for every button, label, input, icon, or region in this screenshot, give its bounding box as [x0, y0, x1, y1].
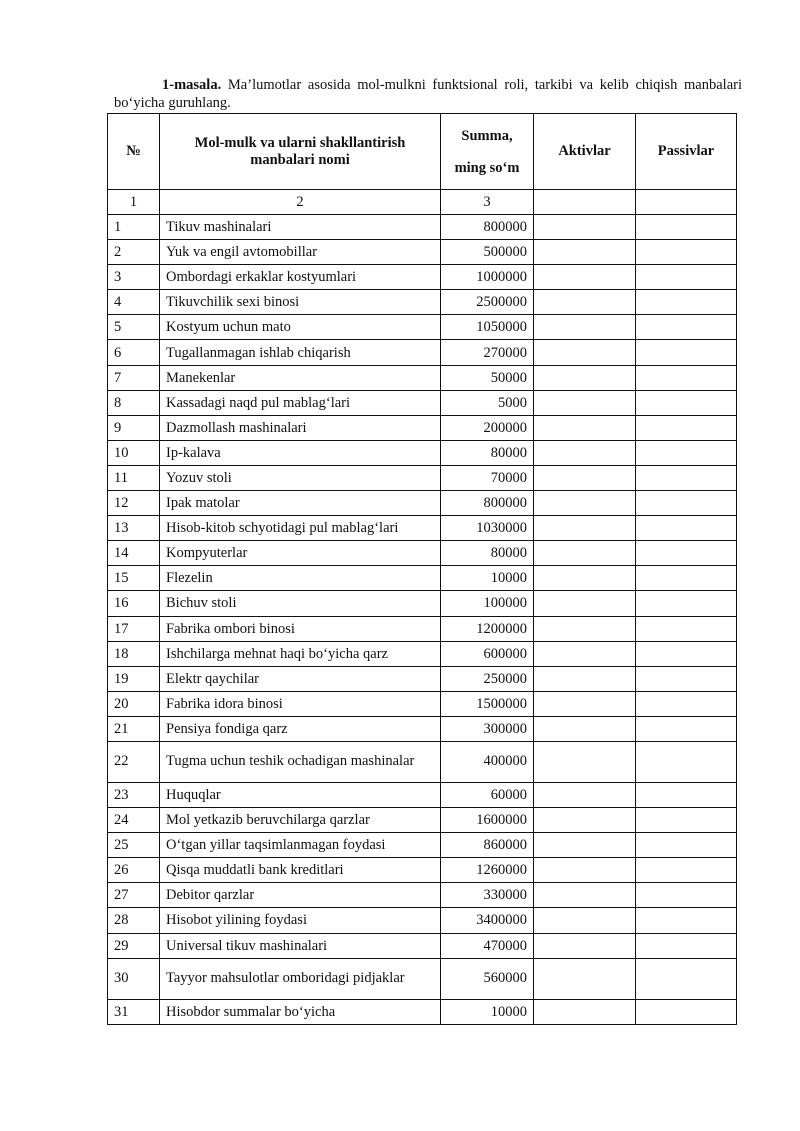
- row-sum: 800000: [441, 215, 534, 240]
- row-sum: 50000: [441, 365, 534, 390]
- table-row: [108, 666, 737, 691]
- row-name: Dazmollash mashinalari: [160, 415, 441, 440]
- liabilities-cell[interactable]: [636, 315, 737, 340]
- table-row: [108, 465, 737, 490]
- row-number: 5: [108, 315, 160, 340]
- liabilities-cell[interactable]: [636, 215, 737, 240]
- liabilities-cell[interactable]: [636, 833, 737, 858]
- row-name: Tugallanmagan ishlab chiqarish: [160, 340, 441, 365]
- row-number: 28: [108, 908, 160, 933]
- row-name: Tugma uchun teshik ochadigan mashinalar: [160, 741, 441, 782]
- row-number: 16: [108, 591, 160, 616]
- header-sum: [441, 114, 534, 190]
- assets-cell[interactable]: [534, 691, 636, 716]
- table-row: [108, 265, 737, 290]
- task-text: Ma’lumotlar asosida mol-mulkni funktsional roli, tarkibi va kelib chiqish manbalari bo‘yicha guruhlang.: [114, 77, 742, 111]
- table-row: [108, 491, 737, 516]
- liabilities-cell[interactable]: [636, 516, 737, 541]
- assets-cell[interactable]: [534, 833, 636, 858]
- assets-cell[interactable]: [534, 782, 636, 807]
- row-name: Fabrika ombori binosi: [160, 616, 441, 641]
- row-sum: 5000: [441, 390, 534, 415]
- liabilities-cell[interactable]: [636, 591, 737, 616]
- row-sum: 80000: [441, 440, 534, 465]
- liabilities-cell[interactable]: [636, 415, 737, 440]
- row-name: O‘tgan yillar taqsimlanmagan foydasi: [160, 833, 441, 858]
- row-sum: 1000000: [441, 265, 534, 290]
- row-number: 30: [108, 958, 160, 999]
- row-sum: 860000: [441, 833, 534, 858]
- row-number: 21: [108, 716, 160, 741]
- row-sum: 1600000: [441, 808, 534, 833]
- row-name: Elektr qaychilar: [160, 666, 441, 691]
- liabilities-cell[interactable]: [636, 340, 737, 365]
- row-name: Ombordagi erkaklar kostyumlari: [160, 265, 441, 290]
- row-sum: 3400000: [441, 908, 534, 933]
- row-number: 19: [108, 666, 160, 691]
- table-row: [108, 741, 737, 782]
- task-statement: [114, 76, 742, 112]
- row-sum: 200000: [441, 415, 534, 440]
- row-name: Universal tikuv mashinalari: [160, 933, 441, 958]
- assets-cell[interactable]: [534, 440, 636, 465]
- row-sum: 800000: [441, 491, 534, 516]
- table-row: [108, 240, 737, 265]
- liabilities-cell[interactable]: [636, 691, 737, 716]
- liabilities-cell[interactable]: [636, 290, 737, 315]
- table-row: [108, 340, 737, 365]
- task-label: 1-masala.: [162, 77, 222, 93]
- assets-cell[interactable]: [534, 516, 636, 541]
- row-sum: 600000: [441, 641, 534, 666]
- row-sum: 100000: [441, 591, 534, 616]
- liabilities-cell[interactable]: [636, 716, 737, 741]
- row-sum: 400000: [441, 741, 534, 782]
- liabilities-cell[interactable]: [636, 741, 737, 782]
- row-name: Kostyum uchun mato: [160, 315, 441, 340]
- assets-cell[interactable]: [534, 641, 636, 666]
- liabilities-cell[interactable]: [636, 190, 737, 215]
- column-number: 2: [160, 190, 441, 215]
- table-row: [108, 833, 737, 858]
- header-sum-line2: ming so‘m: [454, 159, 520, 176]
- table-row: [108, 933, 737, 958]
- row-number: 9: [108, 415, 160, 440]
- assets-cell[interactable]: [534, 666, 636, 691]
- row-name: Ishchilarga mehnat haqi bo‘yicha qarz: [160, 641, 441, 666]
- assets-cell[interactable]: [534, 215, 636, 240]
- row-name: Bichuv stoli: [160, 591, 441, 616]
- liabilities-cell[interactable]: [636, 933, 737, 958]
- row-name: Pensiya fondiga qarz: [160, 716, 441, 741]
- row-name: Kompyuterlar: [160, 541, 441, 566]
- row-sum: 70000: [441, 465, 534, 490]
- row-name: Tikuvchilik sexi binosi: [160, 290, 441, 315]
- assets-cell[interactable]: [534, 390, 636, 415]
- row-sum: 330000: [441, 883, 534, 908]
- table-row: [108, 616, 737, 641]
- column-number: 1: [108, 190, 160, 215]
- table-row: [108, 908, 737, 933]
- row-name: Yuk va engil avtomobillar: [160, 240, 441, 265]
- row-number: 10: [108, 440, 160, 465]
- row-name: Kassadagi naqd pul mablag‘lari: [160, 390, 441, 415]
- header-name: Mol-mulk va ularni shakllantirish manbalari nomi: [160, 114, 441, 190]
- header-number: №: [108, 114, 160, 190]
- column-number: 3: [441, 190, 534, 215]
- table-row: [108, 415, 737, 440]
- row-sum: 1030000: [441, 516, 534, 541]
- row-sum: 1050000: [441, 315, 534, 340]
- row-number: 23: [108, 782, 160, 807]
- row-name: Tikuv mashinalari: [160, 215, 441, 240]
- assets-cell[interactable]: [534, 716, 636, 741]
- row-number: 31: [108, 999, 160, 1024]
- assets-cell[interactable]: [534, 240, 636, 265]
- liabilities-cell[interactable]: [636, 883, 737, 908]
- liabilities-cell[interactable]: [636, 808, 737, 833]
- assets-cell[interactable]: [534, 741, 636, 782]
- row-number: 18: [108, 641, 160, 666]
- row-name: Huquqlar: [160, 782, 441, 807]
- row-name: Debitor qarzlar: [160, 883, 441, 908]
- row-name: Ip-kalava: [160, 440, 441, 465]
- liabilities-cell[interactable]: [636, 491, 737, 516]
- row-sum: 470000: [441, 933, 534, 958]
- liabilities-cell[interactable]: [636, 908, 737, 933]
- row-name: Mol yetkazib beruvchilarga qarzlar: [160, 808, 441, 833]
- row-sum: 250000: [441, 666, 534, 691]
- assets-cell[interactable]: [534, 465, 636, 490]
- liabilities-cell[interactable]: [636, 240, 737, 265]
- table-row: [108, 566, 737, 591]
- row-number: 12: [108, 491, 160, 516]
- row-name: Manekenlar: [160, 365, 441, 390]
- row-name: Yozuv stoli: [160, 465, 441, 490]
- table-row: [108, 440, 737, 465]
- header-sum-line1: Summa,: [461, 127, 513, 144]
- assets-cell[interactable]: [534, 908, 636, 933]
- table-row: [108, 883, 737, 908]
- assets-cell[interactable]: [534, 883, 636, 908]
- liabilities-cell[interactable]: [636, 782, 737, 807]
- assets-cell[interactable]: [534, 491, 636, 516]
- row-name: Flezelin: [160, 566, 441, 591]
- row-sum: 500000: [441, 240, 534, 265]
- row-name: Hisobdor summalar bo‘yicha: [160, 999, 441, 1024]
- row-number: 22: [108, 741, 160, 782]
- row-number: 24: [108, 808, 160, 833]
- row-number: 4: [108, 290, 160, 315]
- liabilities-cell[interactable]: [636, 616, 737, 641]
- row-number: 3: [108, 265, 160, 290]
- table-row: [108, 390, 737, 415]
- row-sum: 1500000: [441, 691, 534, 716]
- table-row: [108, 541, 737, 566]
- column-number-row: [108, 190, 737, 215]
- row-number: 1: [108, 215, 160, 240]
- property-table: [107, 113, 737, 1025]
- assets-cell[interactable]: [534, 858, 636, 883]
- liabilities-cell[interactable]: [636, 265, 737, 290]
- assets-cell[interactable]: [534, 415, 636, 440]
- row-sum: 80000: [441, 541, 534, 566]
- row-number: 20: [108, 691, 160, 716]
- liabilities-cell[interactable]: [636, 440, 737, 465]
- assets-cell[interactable]: [534, 365, 636, 390]
- row-number: 25: [108, 833, 160, 858]
- row-sum: 10000: [441, 566, 534, 591]
- liabilities-cell[interactable]: [636, 365, 737, 390]
- row-sum: 60000: [441, 782, 534, 807]
- row-number: 27: [108, 883, 160, 908]
- liabilities-cell[interactable]: [636, 858, 737, 883]
- row-number: 26: [108, 858, 160, 883]
- assets-cell[interactable]: [534, 591, 636, 616]
- row-number: 7: [108, 365, 160, 390]
- table-row: [108, 365, 737, 390]
- row-number: 14: [108, 541, 160, 566]
- row-number: 6: [108, 340, 160, 365]
- assets-cell[interactable]: [534, 265, 636, 290]
- header-liabilities: Passivlar: [636, 114, 737, 190]
- row-number: 17: [108, 616, 160, 641]
- table-row: [108, 808, 737, 833]
- row-number: 29: [108, 933, 160, 958]
- assets-cell[interactable]: [534, 999, 636, 1024]
- row-name: Hisobot yilining foydasi: [160, 908, 441, 933]
- assets-cell[interactable]: [534, 616, 636, 641]
- row-name: Hisob-kitob schyotidagi pul mablag‘lari: [160, 516, 441, 541]
- row-name: Ipak matolar: [160, 491, 441, 516]
- row-sum: 2500000: [441, 290, 534, 315]
- row-name: Tayyor mahsulotlar omboridagi pidjaklar: [160, 958, 441, 999]
- assets-cell[interactable]: [534, 566, 636, 591]
- row-sum: 1200000: [441, 616, 534, 641]
- header-assets: Aktivlar: [534, 114, 636, 190]
- row-name: Qisqa muddatli bank kreditlari: [160, 858, 441, 883]
- liabilities-cell[interactable]: [636, 465, 737, 490]
- assets-cell[interactable]: [534, 933, 636, 958]
- table-row: [108, 999, 737, 1024]
- row-number: 8: [108, 390, 160, 415]
- table-row: [108, 215, 737, 240]
- table-body: [108, 215, 737, 1025]
- assets-cell[interactable]: [534, 190, 636, 215]
- table-row: [108, 641, 737, 666]
- row-sum: 560000: [441, 958, 534, 999]
- row-number: 11: [108, 465, 160, 490]
- row-name: Fabrika idora binosi: [160, 691, 441, 716]
- row-sum: 300000: [441, 716, 534, 741]
- table-row: [108, 591, 737, 616]
- liabilities-cell[interactable]: [636, 999, 737, 1024]
- liabilities-cell[interactable]: [636, 641, 737, 666]
- assets-cell[interactable]: [534, 315, 636, 340]
- liabilities-cell[interactable]: [636, 958, 737, 999]
- assets-cell[interactable]: [534, 541, 636, 566]
- row-sum: 1260000: [441, 858, 534, 883]
- table-row: [108, 516, 737, 541]
- row-sum: 270000: [441, 340, 534, 365]
- assets-cell[interactable]: [534, 340, 636, 365]
- table-row: [108, 315, 737, 340]
- assets-cell[interactable]: [534, 808, 636, 833]
- row-number: 13: [108, 516, 160, 541]
- liabilities-cell[interactable]: [636, 541, 737, 566]
- liabilities-cell[interactable]: [636, 390, 737, 415]
- table-row: [108, 782, 737, 807]
- table-row: [108, 958, 737, 999]
- assets-cell[interactable]: [534, 290, 636, 315]
- row-number: 15: [108, 566, 160, 591]
- liabilities-cell[interactable]: [636, 666, 737, 691]
- table-row: [108, 691, 737, 716]
- table-row: [108, 290, 737, 315]
- row-sum: 10000: [441, 999, 534, 1024]
- row-number: 2: [108, 240, 160, 265]
- assets-cell[interactable]: [534, 958, 636, 999]
- table-row: [108, 716, 737, 741]
- table-row: [108, 858, 737, 883]
- liabilities-cell[interactable]: [636, 566, 737, 591]
- header-row: [108, 114, 737, 190]
